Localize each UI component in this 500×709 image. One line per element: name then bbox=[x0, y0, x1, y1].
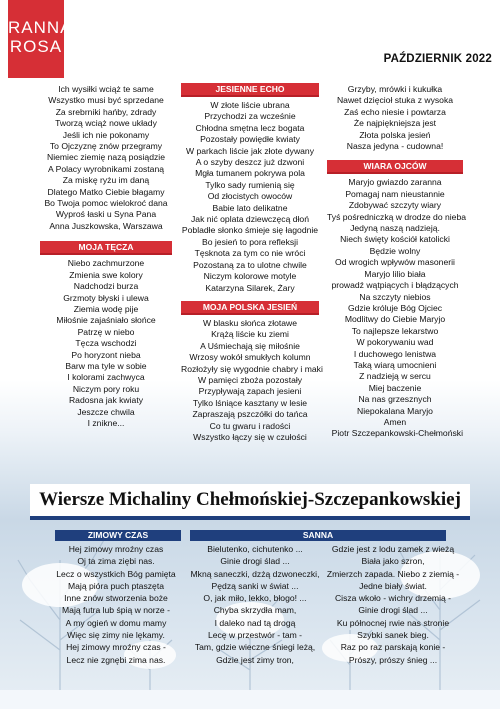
poem-line: Tyś pośredniczką w drodze do nieba bbox=[327, 211, 467, 222]
poem-line: Pobladłe słonko śmieje się łagodnie bbox=[181, 225, 319, 236]
poem-line: Krążą liście ku ziemi bbox=[211, 329, 289, 340]
poem-line: Bielutenko, cichutenko ... bbox=[207, 544, 303, 554]
poem-line: W pokorywaniu wad bbox=[356, 337, 434, 348]
poem-line: Gdzie jest zimy tron, bbox=[216, 654, 294, 665]
poem-title-wiara-ojcow: WIARA OJCÓW bbox=[327, 160, 463, 174]
poem-line: W złote liście ubrana bbox=[210, 100, 290, 110]
poem-moja-polska-jesien bbox=[181, 317, 323, 443]
poem-line: Bo jesień to pora refleksji bbox=[201, 236, 298, 247]
poem-line: Taką wiarą umocnieni bbox=[353, 359, 437, 370]
poem-zimowy-czas bbox=[36, 543, 196, 666]
issue-date: PAŹDZIERNIK 2022 bbox=[383, 53, 492, 65]
poem-line: Wyproś łaski u Syna Pana bbox=[55, 209, 157, 220]
poem-line: Nadchodzi burza bbox=[73, 281, 139, 292]
poem-line: Miłośnie zajaśniało słońce bbox=[56, 315, 156, 326]
poem-line: Ku północnej rwie nas stronie bbox=[336, 617, 450, 628]
poem-line: prowadź wątpiących i błądzących bbox=[331, 280, 459, 291]
poem-line: A Uśmiechają się miłośnie bbox=[200, 340, 300, 351]
poem-line: Po horyzont nieba bbox=[71, 349, 141, 360]
poem-line: Maryjo lilio biała bbox=[364, 268, 426, 279]
poem-line: Niemiec ziemię nazą posiądzie bbox=[47, 152, 165, 163]
poem-line: Chyba skrzydła mam, bbox=[213, 605, 297, 616]
section-banner bbox=[30, 484, 470, 520]
poem-line: Mają pióra puch ptaszęta bbox=[67, 580, 165, 591]
poem-line: Za srebrniki hańby, zdrady bbox=[55, 106, 157, 117]
logo-line-1: RANNA bbox=[8, 18, 73, 37]
poem-line: Pomagaj nam nieustannie bbox=[345, 188, 445, 199]
poem-line: Zapraszają pszczółki do tańca bbox=[192, 409, 308, 420]
poem-line: Jeśli ich nie pokonamy bbox=[62, 129, 150, 140]
section-banner-title: Wiersze Michaliny Chełmońskiej-Szczepankowskiej bbox=[39, 489, 461, 510]
poem-line: Hej zimowy mroźny czas bbox=[68, 544, 164, 554]
poem-line: Pozostały powiędłe kwiaty bbox=[200, 134, 300, 145]
poem-line: I duchowego lenistwa bbox=[353, 348, 437, 359]
poem-line: A my ogień w domu mamy bbox=[65, 617, 167, 628]
poem-line: Patrzę w niebo bbox=[77, 326, 135, 337]
poem-line: Zaś echo niesie i powtarza bbox=[344, 106, 446, 117]
poem-line: O, jak miło, lekko, błogo! ... bbox=[203, 593, 307, 604]
poem-line: Mkną saneczki, dzżą dzwoneczki, bbox=[190, 568, 320, 579]
poem-line: Oj ta zima ziębi nas. bbox=[77, 556, 155, 567]
poem-line: Niech święty kościół katolicki bbox=[340, 234, 450, 245]
poem-title-jesienne-echo: JESIENNE ECHO bbox=[181, 83, 319, 97]
poem-author: Piotr Szczepankowski-Chełmoński bbox=[331, 428, 463, 439]
poem-line: Co tu gwaru i radości bbox=[209, 420, 291, 431]
poem-line: Pozostaną za to ulotne chwile bbox=[193, 259, 307, 270]
poem-moja-tecza bbox=[40, 258, 172, 429]
poem-title-zimowy-czas: ZIMOWY CZAS bbox=[55, 530, 181, 541]
poem-line: Tylko lśniące kasztany w lesie bbox=[192, 397, 308, 408]
poem-column3-first bbox=[327, 84, 463, 152]
poem-line: W pamięci zboża pozostały bbox=[197, 374, 303, 385]
poem-sanna-part-1 bbox=[180, 543, 330, 666]
poem-line: Będzie wolny bbox=[369, 245, 421, 256]
poem-line: Złota polska jesień bbox=[359, 129, 431, 140]
poem-line: I daleko nad tą drogą bbox=[214, 617, 296, 628]
poem-author: Katarzyna Silarek, Żary bbox=[205, 282, 295, 293]
poem-title-moja-polska-jesien: MOJA POLSKA JESIEŃ bbox=[181, 301, 319, 315]
poem-title-moja-tecza: MOJA TĘCZA bbox=[40, 241, 172, 255]
poem-line: Modlitwy do Ciebie Maryjo bbox=[344, 314, 446, 325]
poem-line: Radosna jak kwiaty bbox=[68, 395, 144, 406]
poem-line: Z nadzieją w sercu bbox=[359, 371, 431, 382]
poem-line: W blasku słońca złotawe bbox=[202, 317, 298, 328]
poem-line: Niczym pory roku bbox=[72, 383, 140, 394]
poem-line: Jedne biały świat. bbox=[359, 580, 427, 591]
poem-line: Mają futra lub śpią w norze - bbox=[62, 605, 170, 616]
poem-wiara-ojcow bbox=[327, 177, 467, 439]
column-left bbox=[40, 84, 172, 429]
poem-line: To najlepsze lekarstwo bbox=[351, 325, 439, 336]
poem-line: Ziemia wodę pije bbox=[73, 303, 139, 314]
poem-author: Anna Juszkowska, Warszawa bbox=[49, 220, 163, 231]
poem-line: Amen bbox=[383, 416, 407, 427]
poem-line: Dlatego Matko Ciebie błagamy bbox=[47, 186, 165, 197]
poem-line: Niepokalana Maryjo bbox=[357, 405, 433, 416]
poem-line: Miej baczenie bbox=[368, 382, 422, 393]
poem-line: Od wrogich wpływów masonerii bbox=[335, 257, 455, 268]
poem-line: Ginie drogi ślad ... bbox=[358, 605, 428, 616]
poem-line: Zmienia swe kolory bbox=[69, 269, 143, 280]
poem-line: Raz po raz parskają konie - bbox=[340, 642, 446, 653]
poem-line: Niczym kolorowe motyle bbox=[203, 271, 297, 282]
poem-line: Prószy, prószy śnieg ... bbox=[348, 654, 438, 665]
poem-line: I kolorami zachwyca bbox=[67, 372, 145, 383]
poem-line: Mgła tumanem pokrywa pola bbox=[195, 168, 305, 179]
logo-line-2: ROSA bbox=[9, 37, 63, 56]
poem-sanna-part-2 bbox=[318, 543, 468, 666]
poem-line: Od złocistych owoców bbox=[207, 191, 293, 202]
column-middle bbox=[181, 83, 323, 443]
poem-line: Jedyną naszą nadzieją. bbox=[350, 223, 440, 234]
poem-line: Biała jako szron, bbox=[361, 556, 425, 567]
poem-title-sanna: SANNA bbox=[190, 530, 446, 541]
poem-line: Więc się zimy nie lękamy. bbox=[67, 630, 165, 641]
poem-column1-first bbox=[40, 84, 172, 232]
column-right bbox=[327, 84, 467, 440]
poem-line: Ich wysiłki wciąż te same bbox=[58, 84, 154, 94]
poem-line: Wrzosy wokół smukłych kolumn bbox=[189, 352, 311, 363]
poem-line: Wszystko musi być sprzedane bbox=[48, 95, 164, 106]
poem-line: Szybki sanek bieg. bbox=[357, 630, 429, 641]
poem-line: Rozłożyły się wygodnie chabry i maki bbox=[181, 363, 323, 374]
poem-line: Przypływają zapach jesieni bbox=[198, 386, 302, 397]
poem-line: Niebo zachmurzone bbox=[67, 258, 145, 269]
poem-line: Chłodna smętna lecz bogata bbox=[195, 122, 305, 133]
poem-line: Babie lato delikatne bbox=[212, 202, 288, 213]
poem-line: Wszystko łączy się w czułości bbox=[193, 431, 307, 442]
poem-line: Barw ma tyle w sobie bbox=[65, 360, 147, 371]
poem-line: Gdzie króluje Bóg Ojciec bbox=[347, 302, 443, 313]
ranna-rosa-logo bbox=[8, 0, 73, 78]
poem-line: Przychodzi za wcześnie bbox=[204, 111, 296, 122]
poem-line: Maryjo gwiazdo zaranna bbox=[348, 177, 442, 188]
poem-line: Zmierzch zapada. Niebo z ziemią - bbox=[326, 568, 460, 579]
poem-line: Bo Twoja pomoc wielokroć dana bbox=[44, 198, 168, 209]
poem-line: A o szyby deszcz już dzwoni bbox=[195, 157, 305, 168]
poem-line: Lecz o wszystkich Bóg pamięta bbox=[56, 568, 176, 579]
poem-line: Tęsknota za tym co nie wróci bbox=[194, 248, 306, 259]
poem-line: Gdzie jest z lodu zamek z wieżą bbox=[331, 544, 455, 554]
poem-line: Nasza jedyna - cudowna! bbox=[346, 141, 444, 152]
poem-line: Tęcza wschodzi bbox=[75, 338, 137, 349]
poem-line: Lecz nie zgnębi zima nas. bbox=[66, 654, 166, 665]
poem-jesienne-echo bbox=[181, 100, 319, 294]
poem-line: Lecę w przestwór - tam - bbox=[207, 630, 303, 641]
poem-line: Zdobywać szczyty wiary bbox=[348, 200, 442, 211]
poem-line: Cisza wkoło - wichry drzemią - bbox=[334, 593, 452, 604]
poem-line: To Ojczyznę znów przegramy bbox=[49, 141, 163, 152]
poem-line: I znikne... bbox=[87, 417, 125, 428]
poem-line: Na szczyty niebios bbox=[359, 291, 431, 302]
poem-line: Pędzą sanki w świat ... bbox=[211, 580, 299, 591]
poem-line: Tylko sady rumienią się bbox=[205, 179, 295, 190]
poem-line: Grzyby, mrówki i kukułka bbox=[347, 84, 443, 94]
poem-line: Grzmoty błyski i ulewa bbox=[63, 292, 149, 303]
poem-line: Tworzą wciąż nowe układy bbox=[55, 118, 157, 129]
poem-line: Za miskę ryżu im daną bbox=[62, 175, 150, 186]
poem-line: W parkach liście jak złote dywany bbox=[186, 145, 314, 156]
poem-line: Inne znów stworzenia boże bbox=[64, 593, 168, 604]
poem-line: A Polacy wyrobnikami zostaną bbox=[47, 163, 165, 174]
poem-line: Jeszcze chwila bbox=[77, 406, 135, 417]
poem-line: Na nas grzesznych bbox=[358, 394, 432, 405]
poem-line: Nawet dzięcioł stuka z wysoka bbox=[336, 95, 454, 106]
poem-line: Tam, gdzie wieczne śniegi leżą, bbox=[194, 642, 316, 653]
poem-line: Że najpiękniejsza jest bbox=[353, 118, 437, 129]
poem-line: Hej zimowy mroźny czas - bbox=[66, 642, 166, 653]
poem-line: Jak nić oplata dziewczęcą dłoń bbox=[191, 214, 309, 225]
poem-line: Ginie drogi ślad ... bbox=[220, 556, 290, 567]
